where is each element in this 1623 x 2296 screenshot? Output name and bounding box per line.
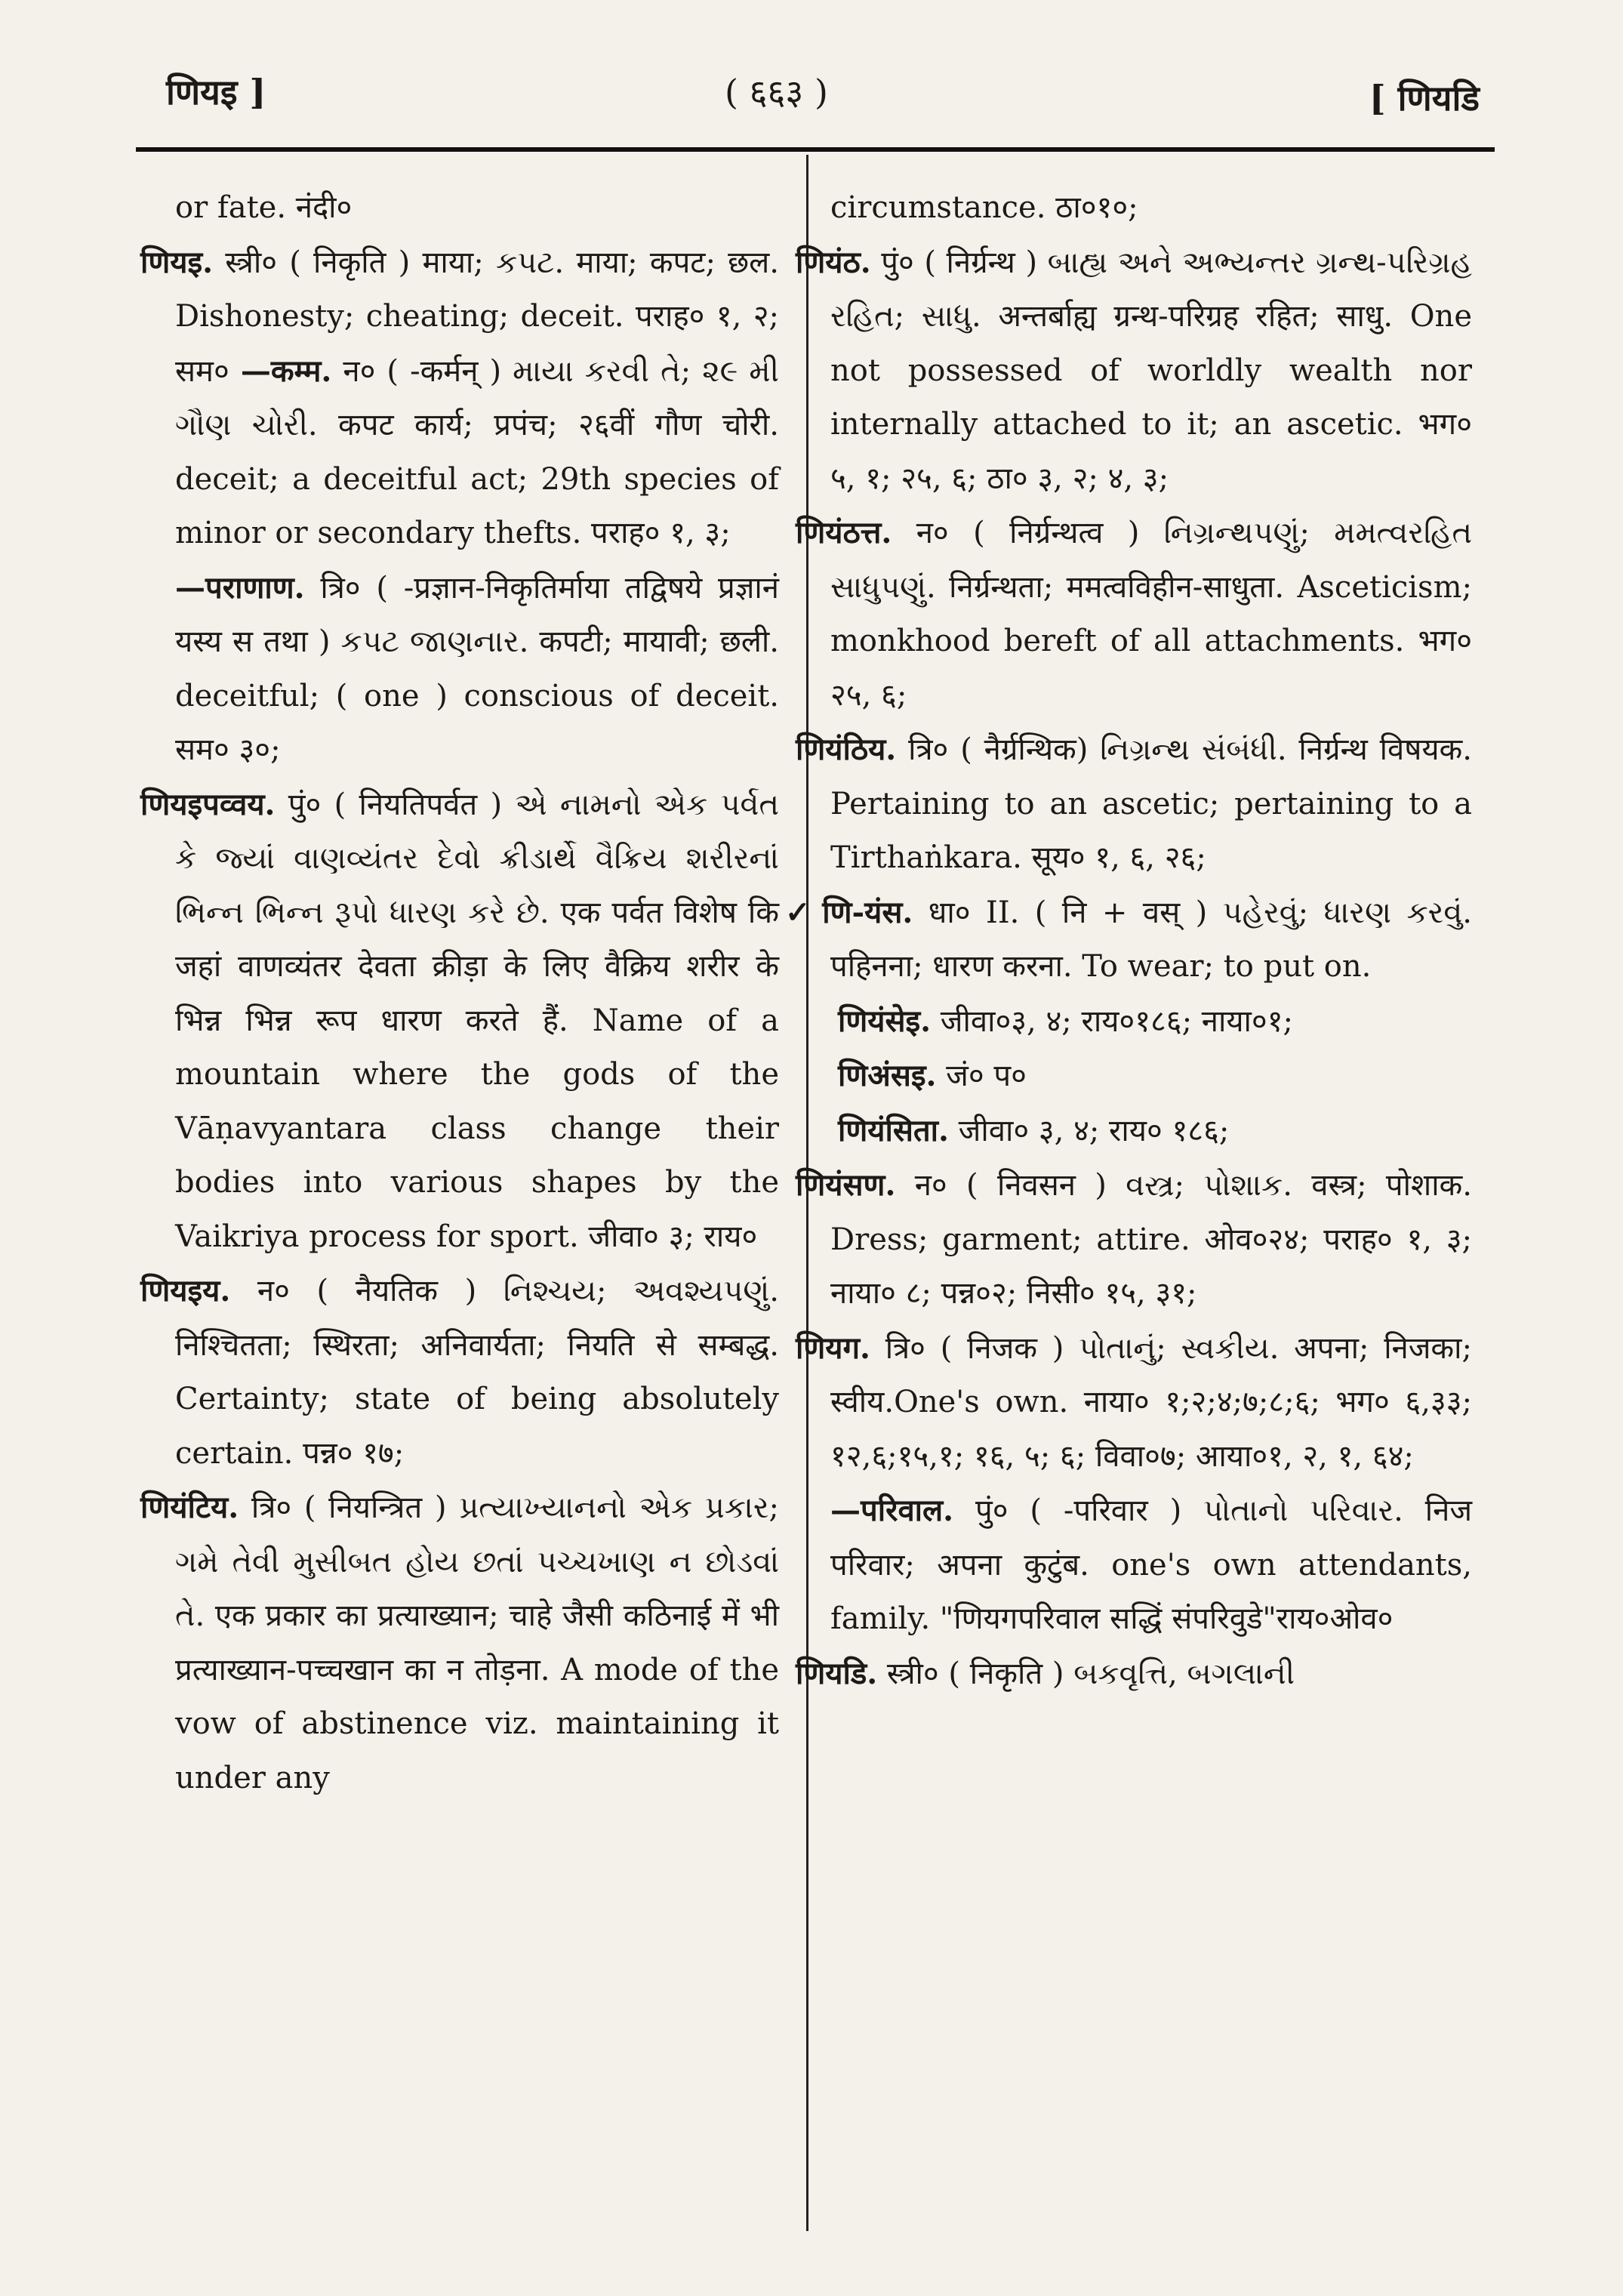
- entry-body: त्रि० ( नियन्त्रित ) પ્રત્યાખ્યાનનો એક પ્રકાર; ગમે તેવી મુસીબત હોય છતાં પચ્ચખાણ ન છોડવાં તે. एक प्रकार का प्रत्याख्यान; चाहे जैसी कठिनाई में भी प्रत्याख्यान-पच्चखान का न तोड़ना. A mode of the vow of abstinence viz. maintaining it under any: [175, 1490, 779, 1795]
- sub-entry-body: पुं० ( -परिवार ) પોતાનો પરિવાર. निज परिवार; अपना कुटुंब. one's own attendants, family. "णियगपरिवाल सद्धिं संपरिवुडे"राय०ओव०: [830, 1493, 1472, 1636]
- verb-form: णिअंसइ.: [838, 1058, 937, 1093]
- entry-body: त्रि० ( नैर्ग्रन्थिक) નિગ્રન્થ સંબંધી. निर्ग्रन्थ विषयक. Pertaining to an ascetic; pertaining to a Tirthaṅkara. सूय० १, ६, २६;: [830, 732, 1472, 875]
- verb-form-refs: जीवा० ३, ४; राय० १८६;: [948, 1113, 1230, 1148]
- page-header: [136, 53, 1495, 136]
- dictionary-entry: [796, 1158, 1472, 1321]
- header-left-guideword: णियइ ]: [166, 72, 266, 112]
- verb-form-reference: [830, 1104, 1472, 1159]
- entry-body: न० ( निवसन ) વસ્ત્ર; પોશાક. वस्त्र; पोशाक. Dress; garment; attire. ओव०२४; पराह० १, ३; नाया० ८; पन्न०२; निसी० १५, ३१;: [830, 1168, 1472, 1311]
- entry-body: त्रि० ( निजक ) પોતાનું; સ્વકીય. अपना; निजका; स्वीय.One's own. नाया० १;२;४;७;८;६; भग० ६,३३; १२,६;१५,१; १६, ५; ६; विवा०७; आया०१, २, १, ६४;: [830, 1330, 1472, 1474]
- dictionary-entry: [140, 778, 779, 1265]
- continued-text: or fate. नंदी०: [175, 190, 353, 225]
- dictionary-entry: [140, 236, 779, 561]
- dictionary-entry: [140, 1481, 779, 1805]
- entry-headword: णियंठिय.: [796, 732, 897, 767]
- sub-entry-headword: —पराणाण.: [175, 569, 305, 606]
- verb-form-reference: [830, 1049, 1472, 1104]
- entry-body: न० ( नैयतिक ) નિશ્ચય; અવશ્યપણું. निश्चितता; स्थिरता; अनिवार्यता; नियति से सम्बद्ध. Certainty; state of being absolutely certain. पन्न० १७;: [175, 1274, 779, 1471]
- header-right-guideword: [ णियडि: [1369, 78, 1480, 119]
- dictionary-entry: [785, 886, 1472, 994]
- dictionary-entry: [796, 723, 1472, 886]
- verb-form-refs: जं० प०: [936, 1059, 1027, 1093]
- entry-headword: णियडि.: [796, 1655, 878, 1691]
- entry-headword: णियंसण.: [796, 1167, 896, 1203]
- verb-form: णियंसेइ.: [838, 1003, 932, 1039]
- entry-headword: णियंटिय.: [140, 1490, 239, 1525]
- dictionary-sub-entry: [175, 561, 779, 778]
- sub-entry-headword: —परिवाल.: [830, 1493, 954, 1528]
- left-column: [140, 181, 779, 1805]
- checkmark-icon: ✓: [785, 894, 817, 930]
- page-number: ( ६६३ ): [725, 72, 828, 112]
- header-rule: [136, 147, 1495, 152]
- dictionary-entry: [796, 1647, 1472, 1702]
- entry-body: स्त्री० ( निकृति ) माया; કપટ. माया; कपट; छल. Dishonesty; cheating; deceit. पराह० १, २; सम०: [175, 245, 779, 389]
- entry-body: पुं० ( नियतिपर्वत ) એ નામનો એક પર્વત કે જ્યાં વાણવ્યંતર દેવો ક્રીડાર્થે વૈક્રિય શરીરનાં ભિન્ન ભિન્ન રૂપો ધારણ કરે છે. एक पर्वत विशेष कि जहां वाणव्यंतर देवता क्रीड़ा के लिए वैक्रिय शरीर के भिन्न भिन्न रूप धारण करते हैं. Name of a mountain where the gods of the Vāṇavyantara class change their bodies into various shapes by the Vaikriya process for sport. जीवा० ३; राय०: [175, 787, 779, 1254]
- entry-headword: णियंठत्त.: [796, 515, 892, 550]
- sub-entry-body: न० ( -कर्मन् ) માયા કરવી તે; ૨૯ મી ગૌણ ચોરી. कपट कार्य; प्रपंच; २६वीं गौण चोरी. deceit; a deceitful act; 29th species of minor or secondary thefts. पराह० १, ३;: [175, 353, 779, 550]
- sub-entry-headword: —कम्म.: [240, 353, 332, 389]
- entry-headword: णियइ.: [140, 244, 214, 280]
- entry-body: न० ( निर्ग्रन्थत्व ) નિગ્રન્થપણું; મમત્વરહિત સાધુપણું. निर्ग्रन्थता; ममत्वविहीन-साधुता. Asceticism; monkhood bereft of all attachments. भग० २५, ६;: [830, 516, 1472, 713]
- sub-entry-body: त्रि० ( -प्रज्ञान-निकृतिर्माया तद्विषये प्रज्ञानं यस्य स तथा ) કપટ જાણનાર. कपटी; मायावी; छली. deceitful; ( one ) conscious of deceit. सम० ३०;: [175, 570, 779, 767]
- dictionary-entry: [796, 236, 1472, 507]
- entry-body: पुं० ( निर्ग्रन्थ ) બાહ્ય અને અભ્યન્તર ગ્રન્થ-પરિગ્રહ રહિત; સાધુ. अन्तर्बाह्य ग्रन्थ-परिग्रह रहित; साधु. One not possessed of worldly wealth nor internally attached to it; an ascetic. भग० ५, १; २५, ६; ठा० ३, २; ४, ३;: [830, 245, 1472, 496]
- verb-form-reference: [830, 994, 1472, 1049]
- dictionary-sub-entry: [830, 1484, 1472, 1647]
- dictionary-entry: [796, 506, 1472, 723]
- verb-form: णियंसिता.: [838, 1112, 949, 1148]
- entry-headword: णियइपव्वय.: [140, 786, 276, 822]
- entry-body: धा० II. ( नि + वस् ) પહેરવું; ધારણ કરવું. पहिनना; धारण करना. To wear; to put on.: [830, 895, 1472, 984]
- verb-form-refs: जीवा०३, ४; राय०१८६; नाया०१;: [931, 1003, 1293, 1039]
- entry-headword: णियंठ.: [796, 244, 871, 280]
- continued-text: circumstance. ठा०१०;: [830, 190, 1138, 225]
- dictionary-entry: [140, 1264, 779, 1481]
- entry-body: स्त्री० ( निकृति ) બકવૃત્તિ, બગલાની: [877, 1656, 1295, 1691]
- entry-headword: णियइय.: [140, 1273, 231, 1308]
- entry-headword: णियग.: [796, 1330, 870, 1366]
- right-column: [785, 181, 1472, 1701]
- entry-headword: णि-यंस.: [822, 894, 913, 930]
- dictionary-entry: [796, 1321, 1472, 1484]
